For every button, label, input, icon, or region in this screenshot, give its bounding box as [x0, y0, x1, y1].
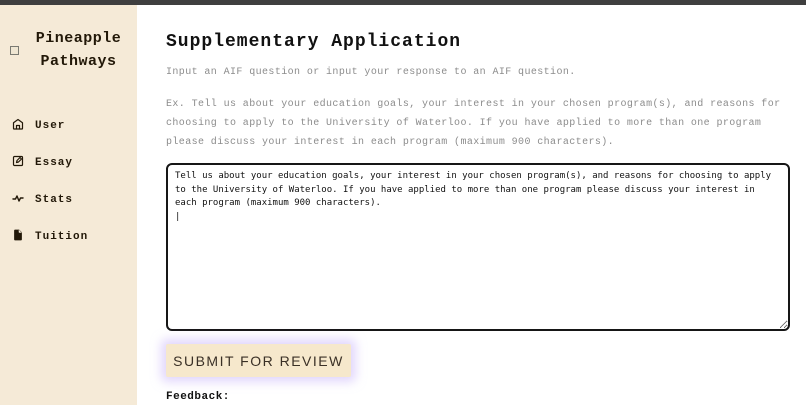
- feedback-label: Feedback:: [166, 391, 230, 403]
- aif-response-textarea[interactable]: [166, 163, 790, 331]
- edit-square-icon: [12, 155, 24, 171]
- sidebar-item-essay[interactable]: [0, 156, 137, 169]
- submit-for-review-button[interactable]: SUBMIT FOR REVIEW: [166, 344, 351, 377]
- sidebar-item-tuition[interactable]: [0, 230, 137, 243]
- sidebar-item-label: Essay: [35, 156, 74, 169]
- main-content: [166, 5, 806, 403]
- page-title: Supplementary Application: [166, 32, 462, 52]
- sidebar-item-label: Tuition: [35, 230, 89, 243]
- activity-icon: [12, 192, 24, 208]
- sidebar-item-label: User: [35, 119, 66, 132]
- document-icon: [12, 229, 24, 245]
- sidebar-item-user[interactable]: [0, 119, 137, 132]
- broken-image-icon: [10, 46, 19, 55]
- sidebar-item-label: Stats: [35, 193, 74, 206]
- app-title-line2: Pathways: [40, 53, 117, 70]
- app-title-line1: Pineapple: [35, 30, 122, 47]
- sidebar-item-stats[interactable]: [0, 193, 137, 206]
- page-subtitle: Input an AIF question or input your response to an AIF question.: [166, 67, 576, 78]
- example-question-text: Ex. Tell us about your education goals, your interest in your chosen program(s), and reasons for choosing to apply to the University of Waterloo. If you have applied to more than one program please discuss your interest in each program (maximum 900 characters).: [166, 99, 781, 148]
- home-icon: [12, 118, 24, 134]
- app-title: [28, 27, 129, 73]
- sidebar: [0, 5, 137, 405]
- sidebar-nav: [0, 119, 137, 243]
- brand: [0, 5, 137, 73]
